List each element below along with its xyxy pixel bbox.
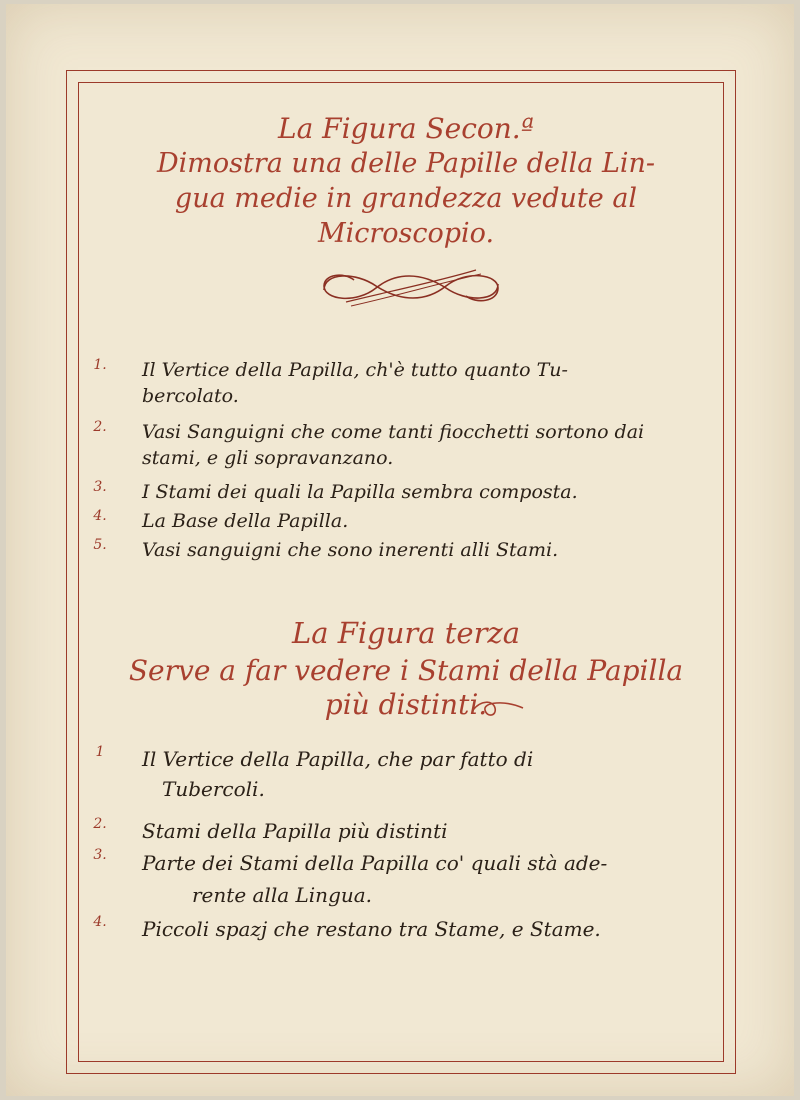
item-line: Tubercoli. [162, 777, 265, 801]
item-line: I Stami dei quali la Papilla sembra composta. [142, 481, 578, 503]
item-line: Stami della Papilla più distinti [142, 819, 448, 843]
item-text [142, 479, 702, 505]
section1-subtitle-line: Microscopio. [317, 218, 495, 249]
small-flourish-icon [469, 696, 527, 720]
item-line: Parte dei Stami della Papilla co' quali stà ade- [142, 851, 608, 875]
section2-subtitle [106, 654, 706, 722]
section2-subtitle-line: Serve a far vedere i Stami della Papilla [128, 654, 684, 687]
section2-subtitle-line: più distinti. [324, 688, 488, 721]
item-line: Il Vertice della Papilla, ch'è tutto quanto Tu- [142, 359, 568, 381]
item-number: 1. [93, 357, 107, 373]
item-text [142, 419, 702, 471]
item-line: rente alla Lingua. [192, 883, 373, 907]
item-line: La Base della Papilla. [142, 510, 349, 532]
item-line: Piccoli spazj che restano tra Stame, e Stame. [142, 917, 601, 941]
item-text [142, 914, 702, 944]
item-number: 4. [93, 508, 107, 524]
item-text [142, 744, 702, 804]
item-line: stami, e gli sopravanzano. [142, 447, 394, 469]
item-line: bercolato. [142, 385, 239, 407]
item-number: 3. [93, 847, 107, 863]
item-number: 2. [93, 816, 107, 832]
item-text [142, 537, 702, 563]
section2-title: La Figura terza [291, 616, 521, 650]
item-text [142, 816, 702, 846]
item-line: Vasi sanguigni che sono inerenti alli Stami. [142, 539, 559, 561]
item-number: 1 [95, 744, 105, 760]
item-line: Vasi Sanguigni che come tanti fiocchetti sortono dai [142, 421, 645, 443]
item-number: 3. [93, 479, 107, 495]
item-number: 5. [93, 537, 107, 553]
section1-subtitle [106, 146, 706, 251]
item-text [142, 357, 702, 409]
section1-subtitle-line: Dimostra una delle Papille della Lin- [156, 148, 656, 179]
section1-title: La Figura Secon.ª [277, 112, 535, 145]
item-text [142, 847, 702, 911]
item-text [142, 508, 702, 534]
section1-subtitle-line: gua medie in grandezza vedute al [174, 183, 638, 214]
calligraphic-flourish-icon [316, 262, 506, 312]
manuscript-page [6, 4, 794, 1096]
item-line: Il Vertice della Papilla, che par fatto di [142, 747, 534, 771]
item-number: 4. [93, 914, 107, 930]
item-number: 2. [93, 419, 107, 435]
